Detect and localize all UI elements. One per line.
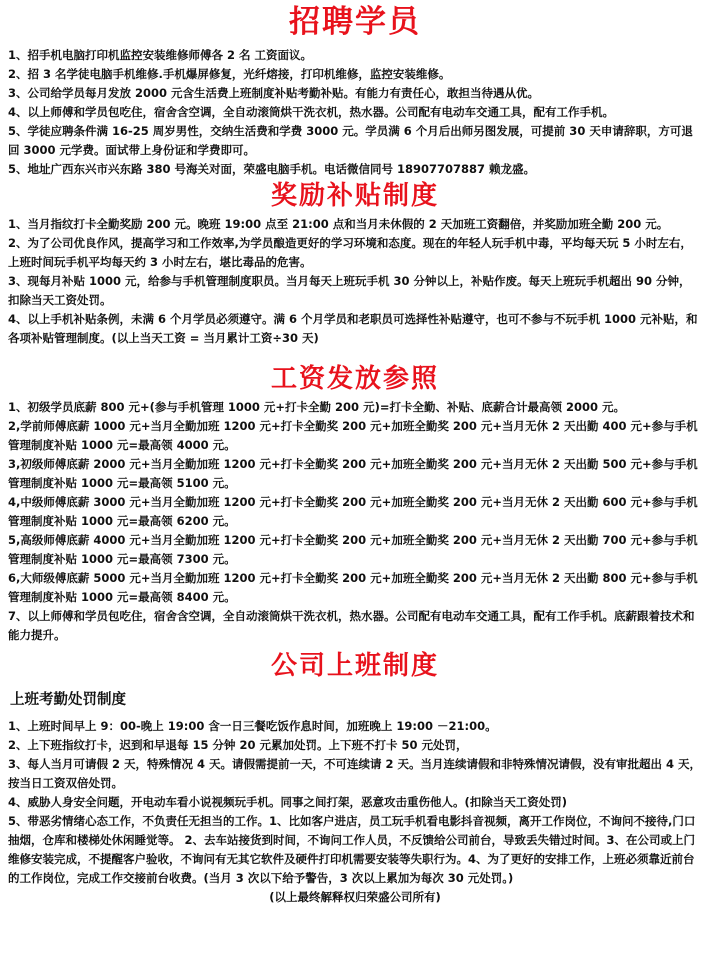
salary-item-7: 7、以上师傅和学员包吃住，宿舍含空调，全自动滚筒烘干洗衣机，热水器。公司配有电动车交通工具，配有工作手机。底薪跟着技术和能力提升。 <box>8 609 695 642</box>
reward-item-1: 1、当月指纹打卡全勤奖励 200 元。晚班 19:00 点至 21:00 点和当月未休假的 2 天加班工资翻倍，并奖励加班全勤 200 元。 <box>8 217 669 231</box>
reward-section <box>8 215 702 348</box>
rules-item-2: 2、上下班指纹打卡，迟到和早退每 15 分钟 20 元累加处罚。上下班不打卡 50 元处罚， <box>8 738 468 752</box>
salary-item-3: 3,初级师傅底薪 2000 元+当月全勤加班 1200 元+打卡全勤奖 200 元+加班全勤奖 200 元+当月无休 2 天出勤 500 元+参与手机管理制度补贴 1000 元=最高领 5100 元。 <box>8 457 698 490</box>
recruit-item-6: 5、地址广西东兴市兴东路 380 号海关对面，荣盛电脑手机。电话微信同号 18907707887 赖龙盛。 <box>8 162 536 176</box>
rules-title: 公司上班制度 <box>270 651 439 681</box>
rules-item-3: 3、每人当月可请假 2 天，特殊情况 4 天。请假需提前一天，不可连续请 2 天。当月连续请假和非特殊情况请假，没有审批超出 4 天，按当日工资双倍处罚。 <box>8 757 702 790</box>
recruit-item-2: 2、招 3 名学徒电脑手机维修.手机爆屏修复，光纤熔接，打印机维修，监控安装维修。 <box>8 67 451 81</box>
salary-item-6: 6,大师级傅底薪 5000 元+当月全勤加班 1200 元+打卡全勤奖 200 元+加班全勤奖 200 元+当月无休 2 天出勤 800 元+参与手机管理制度补贴 1000 元=最高领 8400 元。 <box>8 571 698 604</box>
recruit-title: 招聘学员 <box>289 4 421 40</box>
salary-item-1: 1、初级学员底薪 800 元+(参与手机管理 1000 元+打卡全勤 200 元)=打卡全勤、补贴、底薪合计最高领 2000 元。 <box>8 400 625 414</box>
recruit-item-1: 1、招手机电脑打印机监控安装维修师傅各 2 名 工资面议。 <box>8 48 313 62</box>
reward-item-3: 3、现每月补贴 1000 元，给参与手机管理制度职员。当月每天上班玩手机 30 分钟以上，补贴作废。每天上班玩手机超出 90 分钟，扣除当天工资处罚。 <box>8 274 691 307</box>
reward-item-2: 2、为了公司优良作风，提高学习和工作效率,为学员酿造更好的学习环境和态度。现在的年轻人玩手机中毒，平均每天玩 5 小时左右，上班时间玩手机平均每天约 3 小时左右，堪比毒品的危害。 <box>8 236 692 269</box>
rules-subtitle: 上班考勤处罚制度 <box>10 692 126 708</box>
recruit-item-4: 4、以上师傅和学员包吃住，宿舍含空调，全自动滚筒烘干洗衣机，热水器。公司配有电动车交通工具，配有工作手机。 <box>8 105 614 119</box>
salary-title: 工资发放参照 <box>270 364 439 394</box>
recruit-item-5: 5、学徒应聘条件满 16-25 周岁男性，交纳生活费和学费 3000 元。学员满 6 个月后出师另图发展，可提前 30 天申请辞职，方可退回 3000 元学费。面试带上身份证和学费即可。 <box>8 124 693 157</box>
rules-section <box>8 717 702 888</box>
recruit-section <box>8 46 702 179</box>
spacer <box>8 348 702 362</box>
rules-item-5: 5、带恶劣情绪心态工作，不负责任无担当的工作。1、比如客户进店，员工玩手机看电影抖音视频，离开工作岗位，不询问不接待,门口抽烟，仓库和楼梯处休闲睡觉等。 2、去车站接货到时间，不询问工作人员，不反馈给公司前台，导致丢失错过时间。3、在公司或上门维修安装完成，不提醒客户验收，不询问有无其它软件及硬件打印机需要安装等失职行为。4、为了更好的安排工作，上班必须靠近前台的工作岗位，完成工作交接前台收费。(当月 3 次以下给予警告，3 次以上累加为每次 30 元处罚。) <box>8 814 696 885</box>
salary-item-2: 2,学前师傅底薪 1000 元+当月全勤加班 1200 元+打卡全勤奖 200 元+加班全勤奖 200 元+当月无休 2 天出勤 400 元+参与手机管理制度补贴 1000 元=最高领 4000 元。 <box>8 419 698 452</box>
salary-item-4: 4,中级师傅底薪 3000 元+当月全勤加班 1200 元+打卡全勤奖 200 元+加班全勤奖 200 元+当月无休 2 天出勤 600 元+参与手机管理制度补贴 1000 元=最高领 6200 元。 <box>8 495 698 528</box>
footer-note: (以上最终解释权归荣盛公司所有) <box>269 890 441 904</box>
salary-section <box>8 398 702 645</box>
rules-item-1: 1、上班时间早上 9：00-晚上 19:00 含一日三餐吃饭作息时间，加班晚上 19:00 －21:00。 <box>8 719 497 733</box>
rules-item-4: 4、威胁人身安全问题，开电动车看小说视频玩手机。同事之间打架，恶意攻击重伤他人。(扣除当天工资处罚) <box>8 795 568 809</box>
salary-item-5: 5,高级师傅底薪 4000 元+当月全勤加班 1200 元+打卡全勤奖 200 元+加班全勤奖 200 元+当月无休 2 天出勤 700 元+参与手机管理制度补贴 1000 元=最高领 7300 元。 <box>8 533 698 566</box>
reward-item-4: 4、以上手机补贴条例，未满 6 个月学员必须遵守。满 6 个月学员和老职员可选择性补贴遵守，也可不参与不玩手机 1000 元补贴，和各项补贴管理制度。(以上当天工资 = 当月累计工资÷30 天) <box>8 312 698 345</box>
recruit-item-3: 3、公司给学员每月发放 2000 元含生活费上班制度补贴考勤补贴。有能力有责任心，敢担当待遇从优。 <box>8 86 540 100</box>
reward-title: 奖励补贴制度 <box>270 181 439 211</box>
